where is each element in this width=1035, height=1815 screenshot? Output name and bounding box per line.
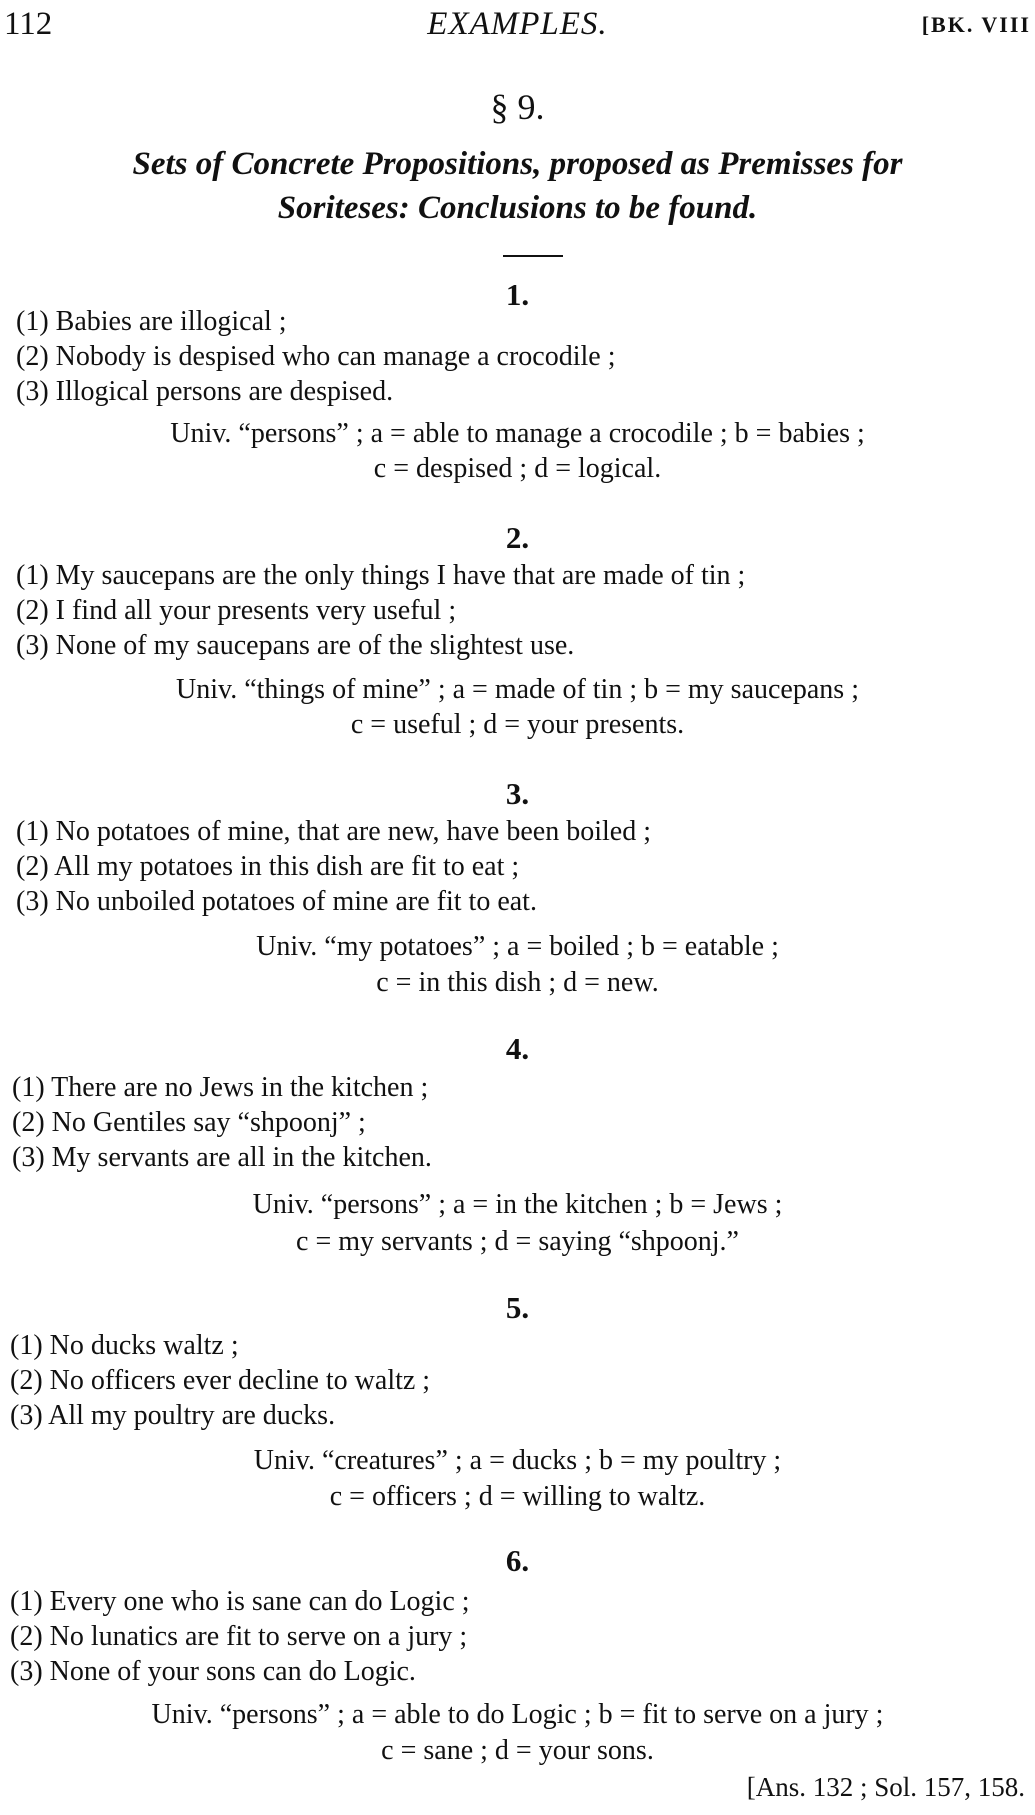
- premise-text: None of my saucepans are of the slightest use.: [55, 630, 575, 661]
- premise-text: No Gentiles say “shpoonj” ;: [51, 1107, 366, 1138]
- universe-key: c = officers ; d = willing to waltz.: [329, 1481, 706, 1512]
- premise: [10, 1365, 430, 1397]
- premise-text: Babies are illogical ;: [55, 306, 287, 337]
- premise-number: (3): [16, 886, 49, 917]
- premise: [16, 816, 651, 848]
- premise: [16, 595, 456, 627]
- premise-text: No potatoes of mine, that are new, have been boiled ;: [55, 816, 651, 847]
- universe-key: c = useful ; d = your presents.: [350, 709, 685, 740]
- premise: [10, 1400, 335, 1432]
- premise-text: No ducks waltz ;: [49, 1330, 239, 1361]
- premise-number: (2): [16, 341, 49, 372]
- example-number: 4.: [505, 1031, 530, 1066]
- premise-number: (1): [10, 1330, 43, 1361]
- page-number: 112: [4, 6, 53, 42]
- premise: [16, 560, 745, 592]
- example-number: 3.: [505, 776, 530, 811]
- universe-key: c = my servants ; d = saying “shpoonj.”: [296, 1226, 739, 1257]
- section-divider: [503, 255, 563, 257]
- universe-key: Univ. “persons” ; a = able to manage a crocodile ; b = babies ;: [170, 418, 865, 449]
- premise: [16, 306, 287, 338]
- premise-number: (3): [16, 630, 49, 661]
- running-head: EXAMPLES.: [427, 6, 608, 42]
- premise-text: My servants are all in the kitchen.: [51, 1142, 432, 1173]
- universe-key: Univ. “things of mine” ; a = made of tin ; b = my saucepans ;: [176, 674, 859, 705]
- premise-number: (2): [10, 1365, 43, 1396]
- premise-text: No officers ever decline to waltz ;: [49, 1365, 431, 1396]
- premise-text: All my potatoes in this dish are fit to eat ;: [54, 851, 520, 882]
- premise: [16, 341, 616, 373]
- premise: [12, 1107, 366, 1139]
- premise-number: (1): [10, 1586, 43, 1617]
- universe-key: c = despised ; d = logical.: [373, 453, 662, 484]
- premise: [10, 1656, 416, 1688]
- premise-text: No unboiled potatoes of mine are fit to eat.: [55, 886, 537, 917]
- premise-text: None of your sons can do Logic.: [49, 1656, 416, 1687]
- universe-key: Univ. “persons” ; a = in the kitchen ; b = Jews ;: [252, 1189, 783, 1220]
- premise-number: (1): [16, 560, 49, 591]
- premise-number: (2): [12, 1107, 45, 1138]
- premise-text: My saucepans are the only things I have that are made of tin ;: [55, 560, 746, 591]
- premise-number: (3): [12, 1142, 45, 1173]
- premise-number: (2): [10, 1621, 43, 1652]
- premise: [16, 886, 537, 918]
- example-number: 6.: [505, 1543, 530, 1578]
- premise: [10, 1586, 470, 1618]
- universe-key: Univ. “my potatoes” ; a = boiled ; b = eatable ;: [256, 931, 779, 962]
- premise-number: (2): [16, 851, 49, 882]
- premise-text: Illogical persons are despised.: [55, 376, 394, 407]
- universe-key: Univ. “persons” ; a = able to do Logic ; b = fit to serve on a jury ;: [151, 1699, 884, 1730]
- premise-number: (1): [16, 816, 49, 847]
- book-reference: [BK. VIII: [921, 12, 1031, 37]
- section-title-line-1: Sets of Concrete Propositions, proposed as Premisses for: [132, 146, 903, 182]
- premise: [16, 630, 574, 662]
- premise-text: No lunatics are fit to serve on a jury ;: [49, 1621, 468, 1652]
- premise: [10, 1330, 239, 1362]
- premise-text: I find all your presents very useful ;: [55, 595, 457, 626]
- example-number: 1.: [505, 277, 530, 312]
- premise: [12, 1072, 428, 1104]
- answer-reference: [Ans. 132 ; Sol. 157, 158.: [746, 1772, 1025, 1802]
- premise-text: There are no Jews in the kitchen ;: [51, 1072, 429, 1103]
- premise: [10, 1621, 467, 1653]
- premise-number: (1): [16, 306, 49, 337]
- universe-key: c = sane ; d = your sons.: [381, 1735, 654, 1766]
- universe-key: c = in this dish ; d = new.: [376, 967, 659, 998]
- premise-text: All my poultry are ducks.: [48, 1400, 336, 1431]
- premise: [16, 851, 519, 883]
- premise: [16, 376, 393, 408]
- section-title-line-2: Soriteses: Conclusions to be found.: [277, 190, 758, 226]
- premise-number: (3): [16, 376, 49, 407]
- example-number: 2.: [505, 520, 530, 555]
- section-number: § 9.: [490, 87, 545, 127]
- premise-text: Nobody is despised who can manage a crocodile ;: [55, 341, 616, 372]
- universe-key: Univ. “creatures” ; a = ducks ; b = my poultry ;: [253, 1445, 782, 1476]
- premise-text: Every one who is sane can do Logic ;: [49, 1586, 470, 1617]
- premise-number: (1): [12, 1072, 45, 1103]
- example-number: 5.: [505, 1290, 530, 1325]
- premise-number: (2): [16, 595, 49, 626]
- premise-number: (3): [10, 1656, 43, 1687]
- premise-number: (3): [10, 1400, 43, 1431]
- premise: [12, 1142, 432, 1174]
